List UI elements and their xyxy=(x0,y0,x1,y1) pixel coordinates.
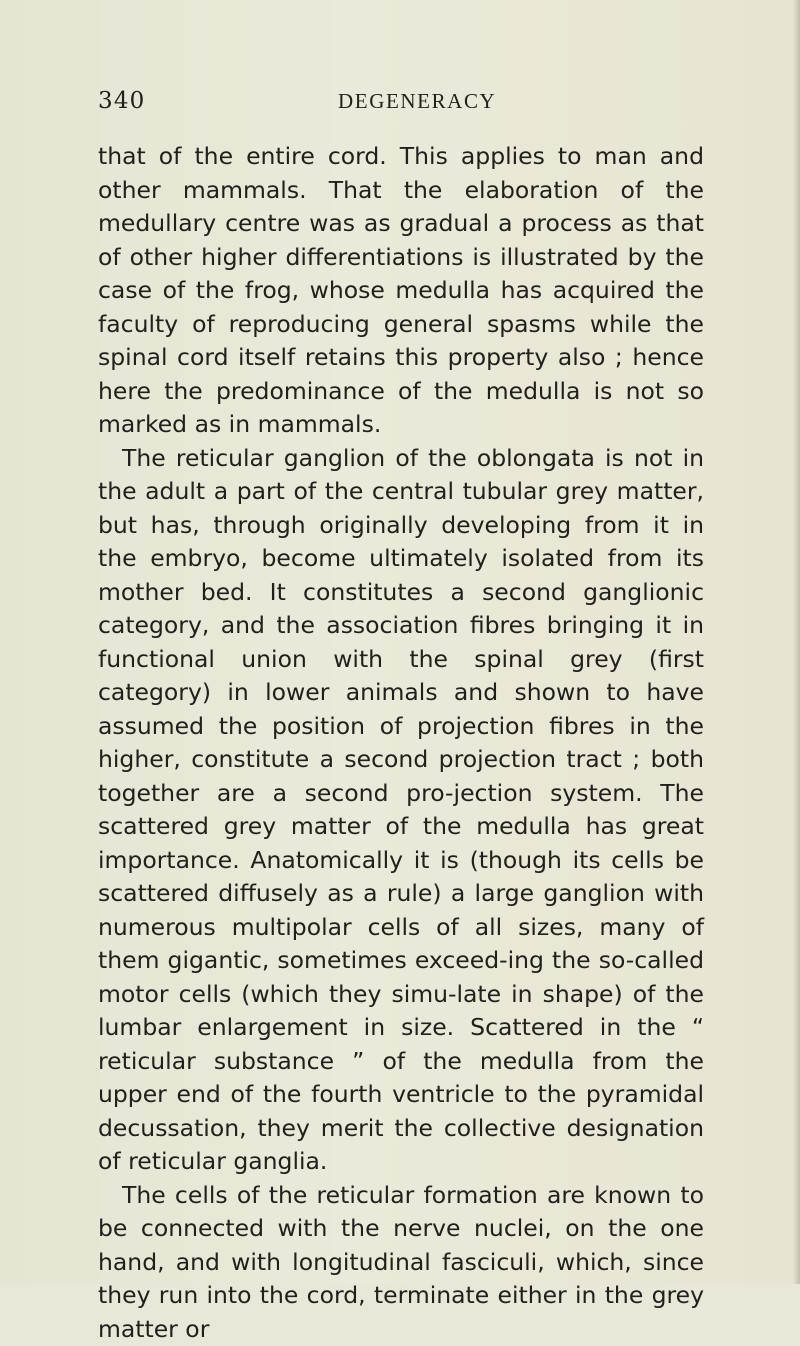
page-number: 340 xyxy=(98,88,146,114)
paragraph-1: that of the entire cord. This applies to man and other mammals. That the elaboration of the medullary centre was as gradual a process as that of other higher differentiations is illustrated by the case of the frog, whose medulla has acquired the faculty of reproducing general spasms while the spinal cord itself retains this property also ; hence here the predominance of the medulla is not so marked as in mammals. xyxy=(98,140,704,442)
running-head: DEGENERACY xyxy=(338,89,496,114)
paragraph-2: The reticular ganglion of the oblongata is not in the adult a part of the central tubular grey matter, but has, through originally developing from it in the embryo, become ultimately isolated from its mother bed. It constitutes a second ganglionic category, and the association fibres bringing it in functional union with the spinal grey (first category) in lower animals and shown to have assumed the position of projection fibres in the higher, constitute a second projection tract ; both together are a second pro-jection system. The scattered grey matter of the medulla has great importance. Anatomically it is (though its cells be scattered diffusely as a rule) a large ganglion with numerous multipolar cells of all sizes, many of them gigantic, sometimes exceed-ing the so-called motor cells (which they simu-late in shape) of the lumbar enlargement in size. Scattered in the “ reticular substance ” of the medulla from the upper end of the fourth ventricle to the pyramidal decussation, they merit the collective designation of reticular ganglia. xyxy=(98,442,704,1179)
page-edge-shadow xyxy=(793,0,800,1284)
body-text xyxy=(98,140,704,1346)
page-header xyxy=(98,88,704,124)
paragraph-3: The cells of the reticular formation are known to be connected with the nerve nuclei, on the one hand, and with longitudinal fasciculi, which, since they run into the cord, terminate either in the grey matter or xyxy=(98,1179,704,1346)
